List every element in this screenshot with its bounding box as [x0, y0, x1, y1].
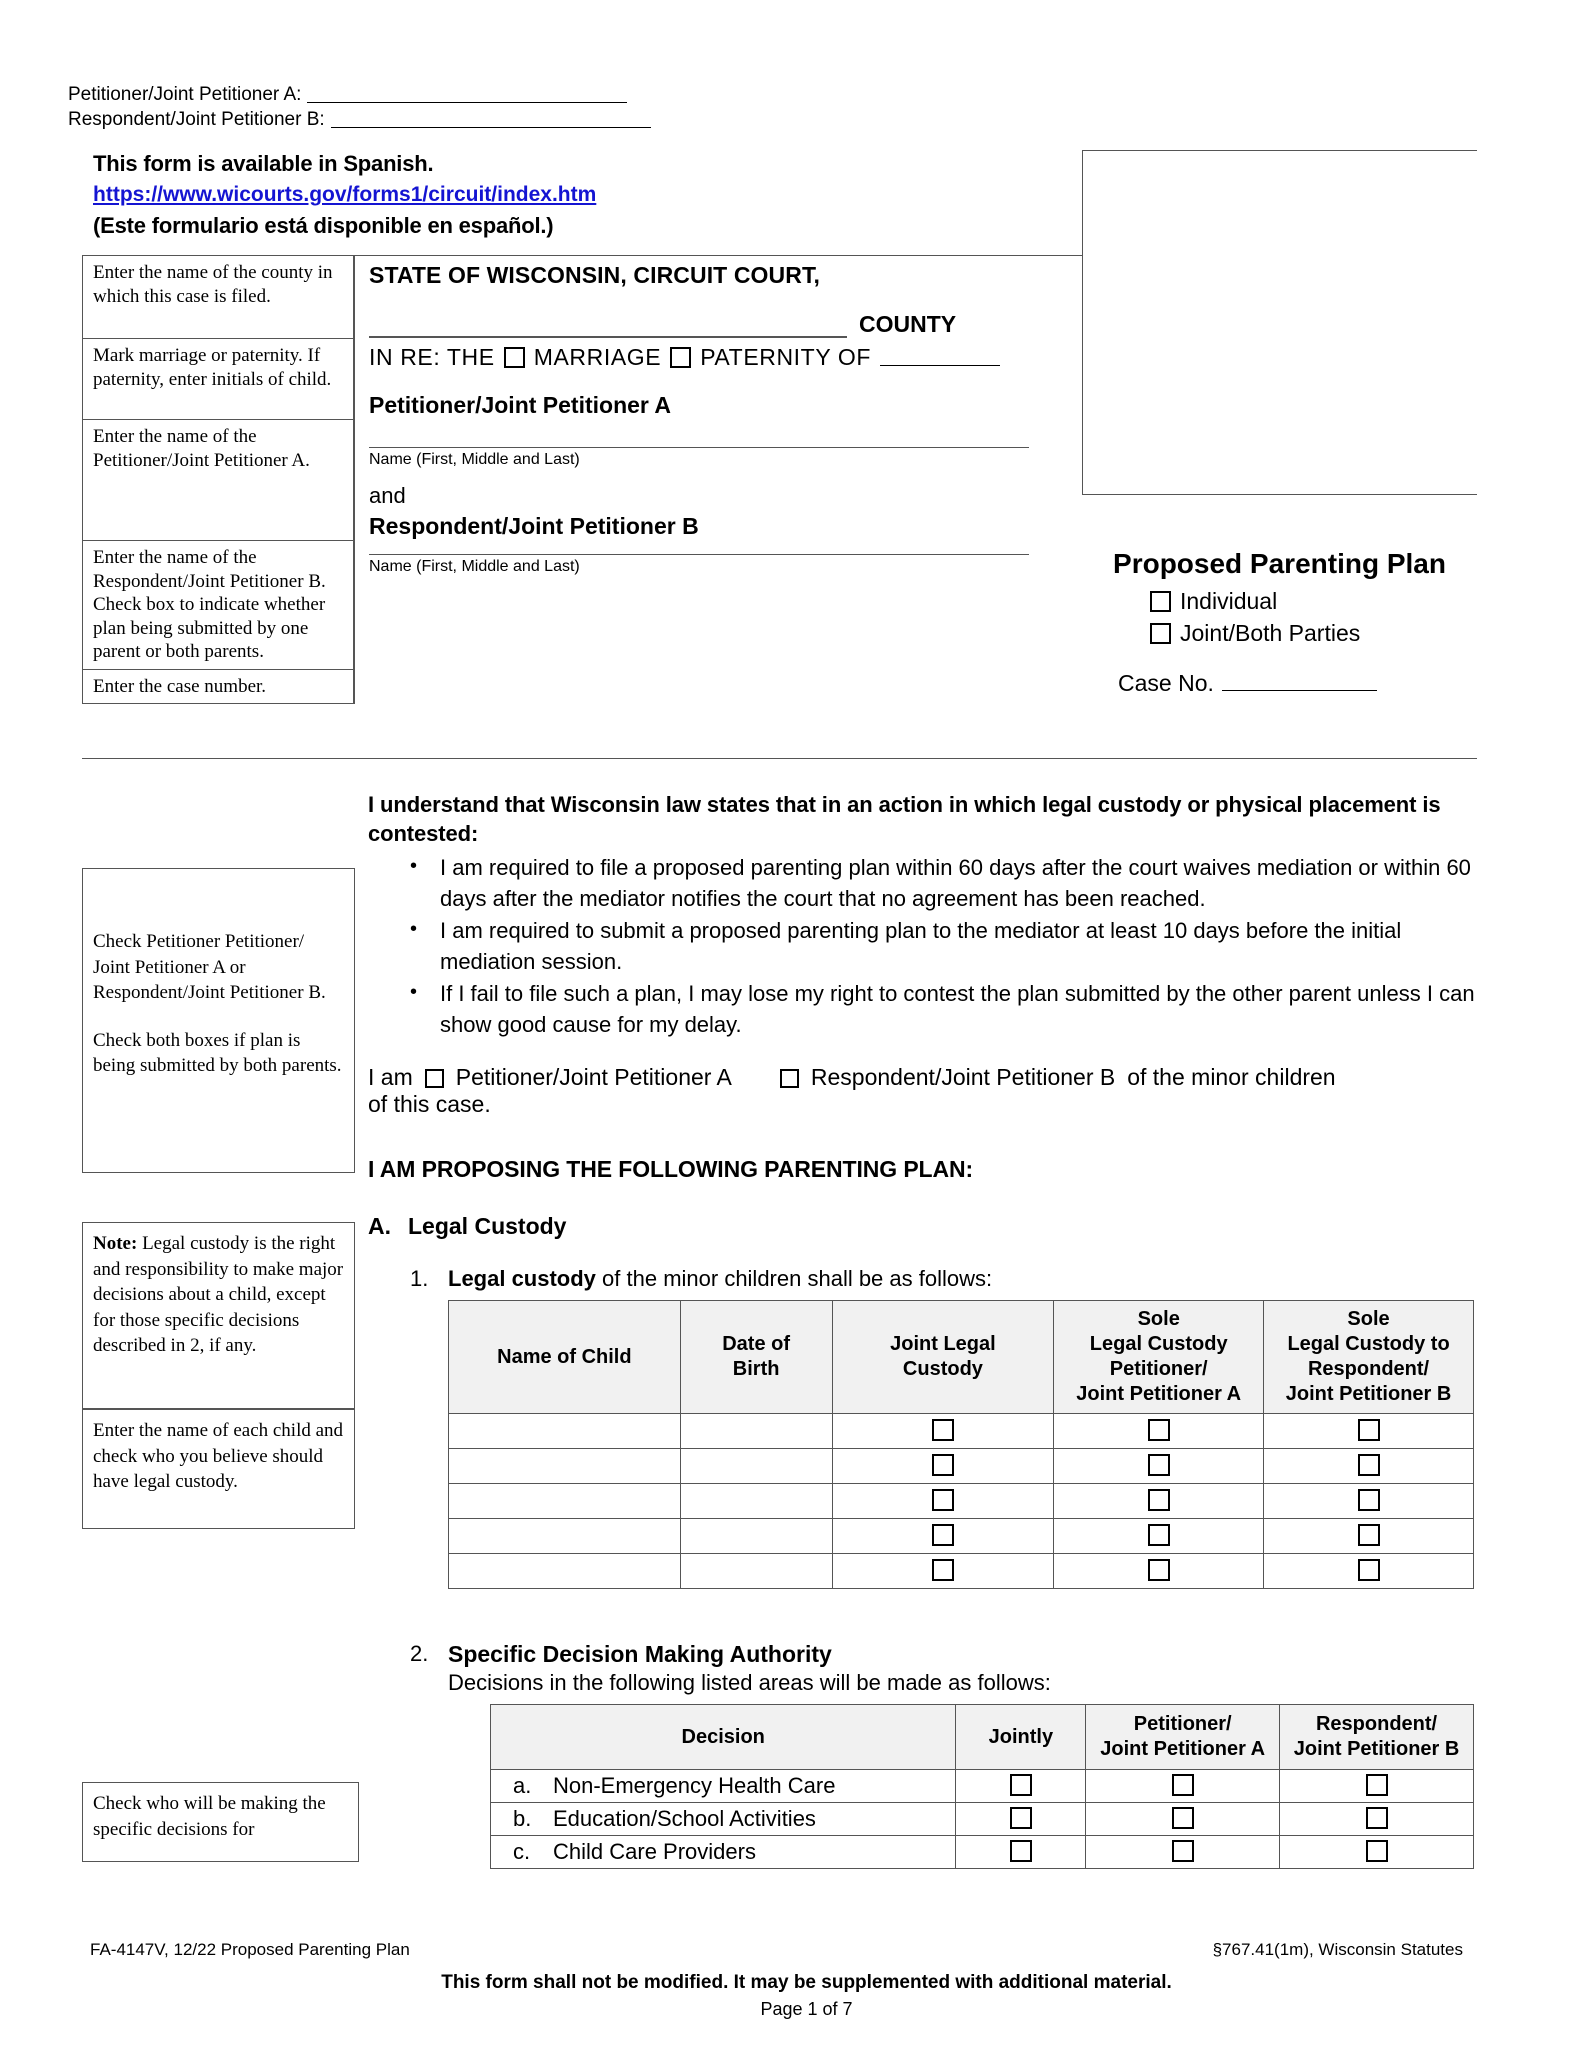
custody-checkbox-cell[interactable]: [1054, 1414, 1264, 1449]
paternity-label: PATERNITY OF: [700, 344, 871, 370]
instruction-enter-child: Enter the name of each child and check who you believe should have legal custody.: [93, 1420, 344, 1492]
custody-checkbox[interactable]: [932, 1559, 954, 1581]
in-re-prefix: IN RE: THE: [369, 344, 495, 370]
i-am-line-2: of this case.: [368, 1091, 491, 1117]
individual-label: Individual: [1180, 588, 1278, 614]
decision-label-cell: [491, 1770, 956, 1803]
case-number-cell: [354, 669, 1082, 705]
table-row: [449, 1519, 1474, 1554]
respondent-name-cell: [354, 540, 1082, 669]
list-item: • I am required to file a proposed parenting plan within 60 days after the court waives mediation or within 60 days after the mediator notifies the court that no agreement has been reached.: [440, 852, 1478, 914]
item-2-heading: Specific Decision Making Authority: [448, 1641, 832, 1667]
case-no-blank[interactable]: [1222, 675, 1377, 691]
decision-checkbox-cell-jointly[interactable]: [956, 1836, 1086, 1869]
i-am-respondent-b-checkbox[interactable]: [780, 1069, 799, 1088]
instruction-county: Enter the name of the county in which this case is filed.: [82, 255, 354, 338]
child-name-input-cell[interactable]: [449, 1519, 681, 1554]
petitioner-name-caption: Name (First, Middle and Last): [369, 451, 580, 468]
custody-checkbox[interactable]: [932, 1419, 954, 1441]
item-2-number: 2.: [410, 1641, 429, 1666]
respondent-name-caption: Name (First, Middle and Last): [369, 558, 580, 575]
main-content: [368, 790, 1478, 1869]
decision-checkbox-cell-respondent-b[interactable]: [1280, 1803, 1474, 1836]
table-row: [449, 1449, 1474, 1484]
custody-checkbox[interactable]: [1358, 1454, 1380, 1476]
i-am-respondent-b-label: Respondent/Joint Petitioner B: [810, 1064, 1116, 1090]
table-row: [449, 1414, 1474, 1449]
marriage-label: MARRIAGE: [533, 344, 662, 370]
proposing-heading: I AM PROPOSING THE FOLLOWING PARENTING PLAN:: [368, 1156, 974, 1182]
item-1-rest: of the minor children shall be as follows:: [595, 1266, 993, 1291]
table-row: [491, 1770, 1474, 1803]
respondent-b-blank[interactable]: [331, 113, 651, 128]
instruction-respondent-name-text: Enter the name of the Respondent/Joint Petitioner B.: [93, 547, 326, 592]
joint-both-parties-checkbox[interactable]: [1150, 623, 1171, 644]
plan-type-options: [1150, 585, 1360, 649]
petitioner-a-line: [68, 82, 651, 107]
item-1-bold: Legal custody: [448, 1266, 596, 1291]
instruction-case-number: Enter the case number.: [82, 669, 354, 705]
custody-checkbox[interactable]: [1148, 1419, 1170, 1441]
child-dob-input-cell[interactable]: [680, 1484, 832, 1519]
header-name-of-child: Name of Child: [449, 1301, 681, 1414]
footer-page-number: Page 1 of 7: [760, 1999, 853, 2019]
paternity-checkbox[interactable]: [670, 347, 691, 368]
i-am-role-line: [368, 1064, 1478, 1091]
note-text: Legal custody is the right and responsibility to make major decisions about a child, except for those specific decisions described in 2, if any.: [93, 1233, 344, 1356]
in-re-cell: [354, 338, 1082, 419]
child-name-input-cell[interactable]: [449, 1484, 681, 1519]
instruction-box-check-who: [82, 1782, 359, 1862]
custody-checkbox-cell[interactable]: [832, 1519, 1054, 1554]
caption-row-petitioner: [82, 419, 1082, 540]
decision-letter: b.: [513, 1806, 532, 1831]
table-row: [449, 1554, 1474, 1589]
header-jointly: Jointly: [956, 1705, 1086, 1770]
decision-authority-table: [490, 1704, 1474, 1869]
caption-bottom-divider: [82, 758, 1477, 759]
decision-checkbox-jointly[interactable]: [1010, 1807, 1032, 1829]
child-name-input-cell[interactable]: [449, 1449, 681, 1484]
child-name-input-cell[interactable]: [449, 1414, 681, 1449]
i-am-suffix: of the minor children: [1127, 1064, 1336, 1090]
paternity-initials-blank[interactable]: [880, 350, 1000, 366]
decision-checkbox-cell-jointly[interactable]: [956, 1803, 1086, 1836]
understanding-bullets: [368, 852, 1478, 1040]
custody-checkbox-cell[interactable]: [832, 1484, 1054, 1519]
custody-checkbox-cell[interactable]: [1054, 1554, 1264, 1589]
section-a-item-2: [410, 1641, 1478, 1696]
instruction-box-note: [82, 1222, 355, 1409]
child-dob-input-cell[interactable]: [680, 1449, 832, 1484]
child-dob-input-cell[interactable]: [680, 1554, 832, 1589]
top-party-lines: [68, 82, 651, 132]
table-row: [449, 1484, 1474, 1519]
decision-label: Child Care Providers: [553, 1839, 756, 1864]
plan-option-joint[interactable]: [1150, 617, 1360, 649]
decision-checkbox-petitioner-a[interactable]: [1172, 1840, 1194, 1862]
custody-checkbox[interactable]: [1358, 1489, 1380, 1511]
decision-checkbox-respondent-b[interactable]: [1366, 1840, 1388, 1862]
section-a: [368, 1213, 1478, 1240]
custody-checkbox-cell[interactable]: [1264, 1484, 1474, 1519]
custody-checkbox[interactable]: [932, 1489, 954, 1511]
caption-right-box: [1082, 150, 1477, 495]
caption-row-respondent: [82, 540, 1082, 669]
decision-checkbox-respondent-b[interactable]: [1366, 1774, 1388, 1796]
decision-checkbox-cell-petitioner-a[interactable]: [1086, 1770, 1280, 1803]
i-am-prefix: I am: [368, 1064, 413, 1090]
decision-checkbox-jointly[interactable]: [1010, 1774, 1032, 1796]
custody-checkbox[interactable]: [1148, 1489, 1170, 1511]
note-label: Note:: [93, 1233, 138, 1254]
respondent-b-label: Respondent/Joint Petitioner B:: [68, 109, 325, 130]
decision-letter: a.: [513, 1773, 532, 1798]
custody-checkbox[interactable]: [932, 1454, 954, 1476]
custody-checkbox-cell[interactable]: [1264, 1449, 1474, 1484]
instruction-check-box-plan-text: Check box to indicate whether plan being submitted by one parent or both parents.: [93, 594, 326, 662]
custody-checkbox[interactable]: [1148, 1559, 1170, 1581]
court-header-cell: [354, 255, 1082, 338]
decision-checkbox-cell-petitioner-a[interactable]: [1086, 1836, 1280, 1869]
decision-checkbox-petitioner-a[interactable]: [1172, 1774, 1194, 1796]
case-number-entry: [1118, 670, 1377, 697]
custody-checkbox-cell[interactable]: [832, 1414, 1054, 1449]
legal-custody-table-body: [449, 1414, 1474, 1589]
decision-checkbox-cell-petitioner-a[interactable]: [1086, 1803, 1280, 1836]
joint-both-parties-label: Joint/Both Parties: [1180, 620, 1361, 646]
list-item: • I am required to submit a proposed parenting plan to the mediator at least 10 days before the initial mediation session.: [440, 915, 1478, 977]
list-item: • If I fail to file such a plan, I may lose my right to contest the plan submitted by the other parent unless I can show good cause for my delay.: [440, 978, 1478, 1040]
respondent-b-heading: Respondent/Joint Petitioner B: [369, 513, 699, 539]
county-entry-line: [369, 311, 1082, 338]
i-am-petitioner-a-label: Petitioner/Joint Petitioner A: [455, 1064, 732, 1090]
petitioner-a-label: Petitioner/Joint Petitioner A:: [68, 84, 302, 105]
instruction-box-enter-child: [82, 1409, 355, 1529]
petitioner-a-blank[interactable]: [307, 88, 627, 103]
understanding-lead: I understand that Wisconsin law states that in an action in which legal custody or physical placement is contested:: [368, 792, 1441, 846]
footer-modification-notice: This form shall not be modified. It may be supplemented with additional material.: [441, 1972, 1172, 1993]
item-2-subtitle: Decisions in the following listed areas will be made as follows:: [448, 1670, 1051, 1695]
header-sole-custody-petitioner: Sole Legal Custody Petitioner/ Joint Petitioner A: [1054, 1301, 1264, 1414]
petitioner-a-heading: Petitioner/Joint Petitioner A: [369, 392, 672, 418]
custody-checkbox[interactable]: [1148, 1524, 1170, 1546]
caption-row-case-number: [82, 669, 1082, 705]
caption-row-county: [82, 255, 1082, 338]
table-header-row: [449, 1301, 1474, 1414]
instruction-check-who: Check who will be making the specific decisions for: [93, 1793, 326, 1840]
i-am-petitioner-a-checkbox[interactable]: [425, 1069, 444, 1088]
decision-checkbox-petitioner-a[interactable]: [1172, 1807, 1194, 1829]
header-decision: Decision: [491, 1705, 956, 1770]
custody-checkbox-cell[interactable]: [832, 1554, 1054, 1589]
instruction-petitioner-name: Enter the name of the Petitioner/Joint Petitioner A.: [82, 419, 354, 540]
custody-checkbox-cell[interactable]: [1264, 1414, 1474, 1449]
spanish-translated-text: (Este formulario está disponible en español.): [93, 213, 554, 238]
table-row: [491, 1836, 1474, 1869]
county-word: COUNTY: [859, 311, 957, 337]
caption-row-inre: [82, 338, 1082, 419]
spanish-available-text: This form is available in Spanish.: [93, 151, 434, 176]
header-sole-custody-respondent: Sole Legal Custody to Respondent/ Joint Petitioner B: [1264, 1301, 1474, 1414]
in-re-line: [369, 344, 1082, 371]
petitioner-name-cell: [354, 419, 1082, 540]
child-dob-input-cell[interactable]: [680, 1414, 832, 1449]
item-1-number: 1.: [410, 1266, 429, 1291]
respondent-b-line: [68, 107, 651, 132]
custody-checkbox[interactable]: [1148, 1454, 1170, 1476]
custody-checkbox-cell[interactable]: [1264, 1554, 1474, 1589]
spanish-forms-link[interactable]: https://www.wicourts.gov/forms1/circuit/index.htm: [93, 183, 597, 206]
footer-statute: §767.41(1m), Wisconsin Statutes: [1212, 1940, 1463, 1959]
legal-custody-table: [448, 1300, 1474, 1589]
case-no-label: Case No.: [1118, 670, 1214, 696]
case-caption: [82, 255, 1082, 704]
page-footer: [0, 1940, 1583, 2020]
header-date-of-birth: Date of Birth: [680, 1301, 832, 1414]
and-connector: and: [369, 483, 406, 508]
decision-checkbox-cell-jointly[interactable]: [956, 1770, 1086, 1803]
decision-checkbox-jointly[interactable]: [1010, 1840, 1032, 1862]
footer-form-id: FA-4147V, 12/22 Proposed Parenting Plan: [90, 1940, 410, 1959]
decision-checkbox-cell-respondent-b[interactable]: [1280, 1836, 1474, 1869]
header-petitioner-a: Petitioner/ Joint Petitioner A: [1086, 1705, 1280, 1770]
instruction-check-both: Check both boxes if plan is being submitted by both parents.: [93, 1029, 342, 1076]
table-header-row: [491, 1705, 1474, 1770]
custody-checkbox-cell[interactable]: [1054, 1449, 1264, 1484]
custody-checkbox-cell[interactable]: [1264, 1519, 1474, 1554]
table-row: [491, 1803, 1474, 1836]
custody-checkbox[interactable]: [932, 1524, 954, 1546]
custody-checkbox-cell[interactable]: [1054, 1484, 1264, 1519]
instruction-marriage-paternity: Mark marriage or paternity. If paternity, enter initials of child.: [82, 338, 354, 419]
petitioner-name-blank[interactable]: [369, 447, 1029, 448]
custody-checkbox-cell[interactable]: [1054, 1519, 1264, 1554]
custody-checkbox-cell[interactable]: [832, 1449, 1054, 1484]
decision-letter: c.: [513, 1839, 531, 1864]
child-dob-input-cell[interactable]: [680, 1519, 832, 1554]
court-title: STATE OF WISCONSIN, CIRCUIT COURT,: [369, 262, 821, 288]
instruction-box-check-petitioner: [82, 868, 355, 1173]
page-title: Proposed Parenting Plan: [1113, 548, 1446, 579]
section-a-heading: Legal Custody: [408, 1213, 567, 1239]
decision-checkbox-respondent-b[interactable]: [1366, 1807, 1388, 1829]
instruction-check-petitioner: Check Petitioner Petitioner/ Joint Petitioner A or Respondent/Joint Petitioner B.: [93, 931, 326, 1003]
plan-option-individual[interactable]: [1150, 585, 1360, 617]
individual-checkbox[interactable]: [1150, 591, 1171, 612]
custody-checkbox[interactable]: [1358, 1419, 1380, 1441]
marriage-checkbox[interactable]: [504, 347, 525, 368]
decision-label-cell: [491, 1803, 956, 1836]
header-joint-legal-custody: Joint Legal Custody: [832, 1301, 1054, 1414]
decision-authority-table-body: [491, 1770, 1474, 1869]
respondent-name-blank[interactable]: [369, 554, 1029, 555]
section-a-letter: A.: [368, 1213, 391, 1239]
child-name-input-cell[interactable]: [449, 1554, 681, 1589]
instruction-respondent-name: [82, 540, 354, 669]
header-respondent-b: Respondent/ Joint Petitioner B: [1280, 1705, 1474, 1770]
county-blank[interactable]: [369, 316, 847, 338]
custody-checkbox[interactable]: [1358, 1559, 1380, 1581]
custody-checkbox[interactable]: [1358, 1524, 1380, 1546]
spanish-notice: [93, 148, 596, 241]
decision-label: Education/School Activities: [553, 1806, 816, 1831]
decision-label-cell: [491, 1836, 956, 1869]
section-a-item-1: [410, 1266, 1478, 1292]
decision-checkbox-cell-respondent-b[interactable]: [1280, 1770, 1474, 1803]
decision-label: Non-Emergency Health Care: [553, 1773, 836, 1798]
